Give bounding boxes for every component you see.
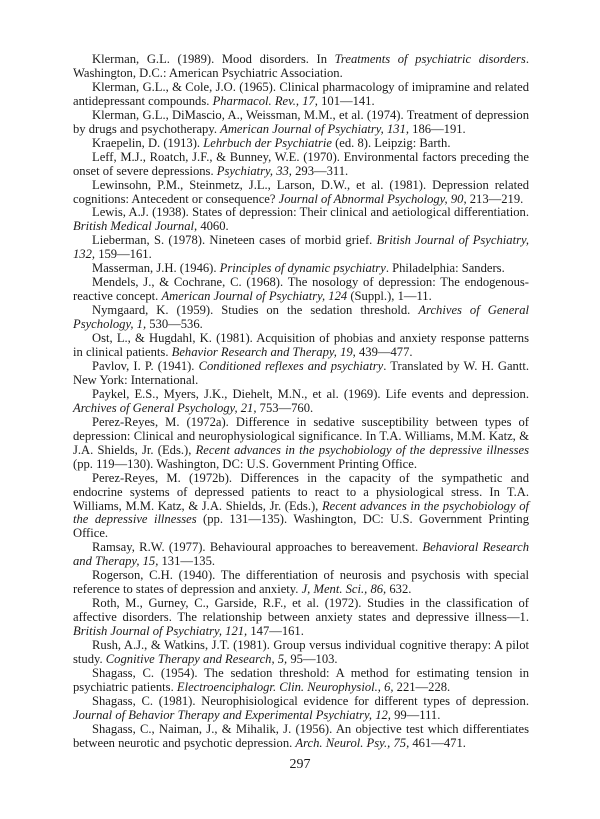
reference-text: Leff, M.J., Roatch, J.F., & Bunney, W.E. (1970). Environmental factors preceding the onset of severe depressions.: [73, 149, 529, 178]
reference-details: 221—228.: [393, 679, 451, 694]
reference-source-italic: American Journal of Psychiatry, 131,: [220, 121, 410, 136]
reference-text: Lewinsohn, P.M., Steinmetz, J.L., Larson, D.W., et al. (1981). Depression related cognitions: Antecedent or consequence?: [73, 177, 529, 206]
reference-source-italic: J, Ment. Sci., 86,: [301, 582, 387, 597]
reference-entry: [73, 360, 529, 388]
reference-text: Rogerson, C.H. (1940). The differentiation of neurosis and psychosis with special reference to states of depression and anxiety.: [73, 568, 529, 597]
reference-entry: [73, 179, 529, 207]
reference-entry: [73, 541, 529, 569]
reference-entry: [73, 332, 529, 360]
reference-source-italic: Journal of Abnormal Psychology, 90,: [278, 191, 467, 206]
reference-text: Shagass, C. (1981). Neurophisiological evidence for different types of depression.: [92, 693, 529, 708]
reference-list: [73, 53, 529, 751]
reference-details: 147—161.: [247, 624, 304, 639]
reference-details: (pp. 131—135). Washington, DC: U.S. Government Printing Office.: [73, 512, 530, 541]
reference-details: 530—536.: [146, 317, 203, 332]
reference-entry: [73, 151, 529, 179]
reference-details: 753—760.: [256, 400, 314, 415]
reference-entry: [73, 206, 529, 234]
reference-details: . Philadelphia: Sanders.: [385, 261, 505, 276]
reference-source-italic: Cognitive Therapy and Research, 5,: [105, 651, 288, 666]
reference-entry: [73, 695, 529, 723]
reference-details: 4060.: [197, 219, 229, 234]
reference-text: Lieberman, S. (1978). Nineteen cases of morbid grief.: [92, 233, 377, 248]
reference-text: Shagass, C. (1954). The sedation threshold: A method for estimating tension in psychiatric patients.: [73, 665, 529, 694]
reference-details: (ed. 8). Leipzig: Barth.: [331, 135, 451, 150]
reference-source-italic: Journal of Behavior Therapy and Experimental Psychiatry, 12,: [73, 707, 391, 722]
reference-text: Paykel, E.S., Myers, J.K., Diehelt, M.N., et al. (1969). Life events and depression.: [92, 386, 529, 401]
reference-entry: [73, 388, 529, 416]
reference-text: Mendels, J., & Cochrane, C. (1968). The nosology of depression: The endogenous-reactive concept.: [73, 275, 529, 304]
reference-source-italic: Recent advances in the psychobiology of the depressive illnesses: [195, 442, 529, 457]
reference-source-italic: Behavioral Research and Therapy, 15,: [73, 540, 529, 569]
reference-details: . Translated by W. H. Gantt. New York: International.: [73, 358, 530, 387]
reference-source-italic: Archives of General Psychology, 1,: [73, 303, 530, 332]
reference-source-italic: Principles of dynamic psychiatry: [219, 261, 386, 276]
reference-details: 95—103.: [287, 651, 338, 666]
reference-text: Ramsay, R.W. (1977). Behavioural approaches to bereavement.: [92, 540, 423, 555]
reference-source-italic: Arch. Neurol. Psy., 75,: [295, 735, 410, 750]
reference-source-italic: American Journal of Psychiatry, 124: [161, 289, 348, 304]
reference-text: Perez-Reyes, M. (1972b). Differences in the capacity of the sympathetic and endocrine systems of depressed patients to react to a physiological stress. In T.A. Williams, M.M. Katz, & J.A. Shields, Jr. (Eds.),: [73, 470, 529, 513]
reference-details: 186—191.: [409, 121, 466, 136]
reference-source-italic: British Medical Journal,: [73, 219, 198, 234]
reference-details: 461—471.: [409, 735, 466, 750]
reference-details: 131—135.: [158, 554, 216, 569]
reference-text: Ost, L., & Hugdahl, K. (1981). Acquisition of phobias and anxiety response patterns in clinical patients.: [73, 331, 529, 360]
reference-entry: [73, 109, 529, 137]
reference-text: Nymgaard, K. (1959). Studies on the sedation threshold.: [92, 303, 419, 318]
reference-text: Pavlov, I. P. (1941).: [92, 358, 199, 373]
reference-text: Klerman, G.L., & Cole, J.O. (1965). Clinical pharmacology of imipramine and related antidepressant compounds.: [73, 79, 529, 108]
reference-source-italic: Treatments of psychiatric disorders: [334, 52, 526, 66]
reference-entry: [73, 53, 529, 81]
reference-entry: [73, 597, 529, 639]
reference-details: (pp. 119—130). Washington, DC: U.S. Government Printing Office.: [73, 456, 418, 471]
reference-text: Roth, M., Gurney, C., Garside, R.F., et al. (1972). Studies in the classification of affective disorders. The relationship between anxiety states and depressive illness—1.: [73, 596, 529, 625]
reference-details: 632.: [386, 582, 412, 597]
reference-entry: [73, 667, 529, 695]
reference-text: Perez-Reyes, M. (1972a). Difference in sedative susceptibility between types of depression: Clinical and neurophysiological significance. In T.A. Williams, M.M. Katz, & J.A. Shields, Jr. (Eds.),: [73, 414, 529, 457]
reference-text: Rush, A.J., & Watkins, J.T. (1981). Group versus individual cognitive therapy: A pilot study.: [73, 638, 529, 666]
reference-entry: [73, 304, 529, 332]
reference-source-italic: Conditioned reflexes and psychiatry: [198, 358, 384, 373]
reference-text: Shagass, C., Naiman, J., & Mihalik, J. (1956). An objective test which differentiates between neurotic and psychotic depression.: [73, 721, 529, 750]
reference-entry: [73, 569, 529, 597]
reference-source-italic: Electroenciphalogr. Clin. Neurophysiol., 6,: [176, 679, 394, 694]
reference-source-italic: Behavior Research and Therapy, 19,: [171, 345, 356, 360]
page-number: 297: [289, 757, 311, 772]
reference-entry: [73, 81, 529, 109]
reference-details: 99—111.: [390, 707, 441, 722]
reference-text: Lewis, A.J. (1938). States of depression: Their clinical and aetiological differentiation.: [92, 205, 529, 220]
reference-source-italic: Lehrbuch der Psychiatrie: [203, 135, 332, 150]
reference-entry: [73, 276, 529, 304]
reference-details: 101—141.: [317, 93, 375, 108]
reference-entry: [73, 639, 529, 667]
reference-entry: [73, 262, 529, 276]
reference-entry: [73, 472, 529, 542]
reference-text: Masserman, J.H. (1946).: [92, 261, 220, 276]
reference-source-italic: Archives of General Psychology, 21,: [73, 400, 257, 415]
reference-details: 159—161.: [95, 247, 152, 262]
reference-text: Klerman, G.L., DiMascio, A., Weissman, M.M., et al. (1974). Treatment of depression by drugs and psychotherapy.: [73, 107, 529, 136]
reference-source-italic: British Journal of Psychiatry, 132,: [73, 233, 530, 262]
reference-details: (Suppl.), 1—11.: [347, 289, 432, 304]
reference-source-italic: Recent advances in the psychobiology of the depressive illnesses: [73, 498, 529, 527]
reference-details: 293—311.: [291, 163, 349, 178]
reference-entry: [73, 416, 529, 472]
reference-text: Klerman, G.L. (1989). Mood disorders. In: [92, 52, 335, 66]
reference-details: . Washington, D.C.: American Psychiatric Association.: [73, 52, 529, 80]
reference-text: Kraepelin, D. (1913).: [92, 135, 204, 150]
reference-entry: [73, 137, 529, 151]
reference-details: 439—477.: [355, 345, 413, 360]
reference-entry: [73, 723, 529, 751]
reference-source-italic: British Journal of Psychiatry, 121,: [73, 624, 248, 639]
reference-source-italic: Pharmacol. Rev., 17,: [212, 93, 318, 108]
reference-details: 213—219.: [466, 191, 524, 206]
reference-entry: [73, 234, 529, 262]
reference-source-italic: Psychiatry, 33,: [216, 163, 292, 178]
